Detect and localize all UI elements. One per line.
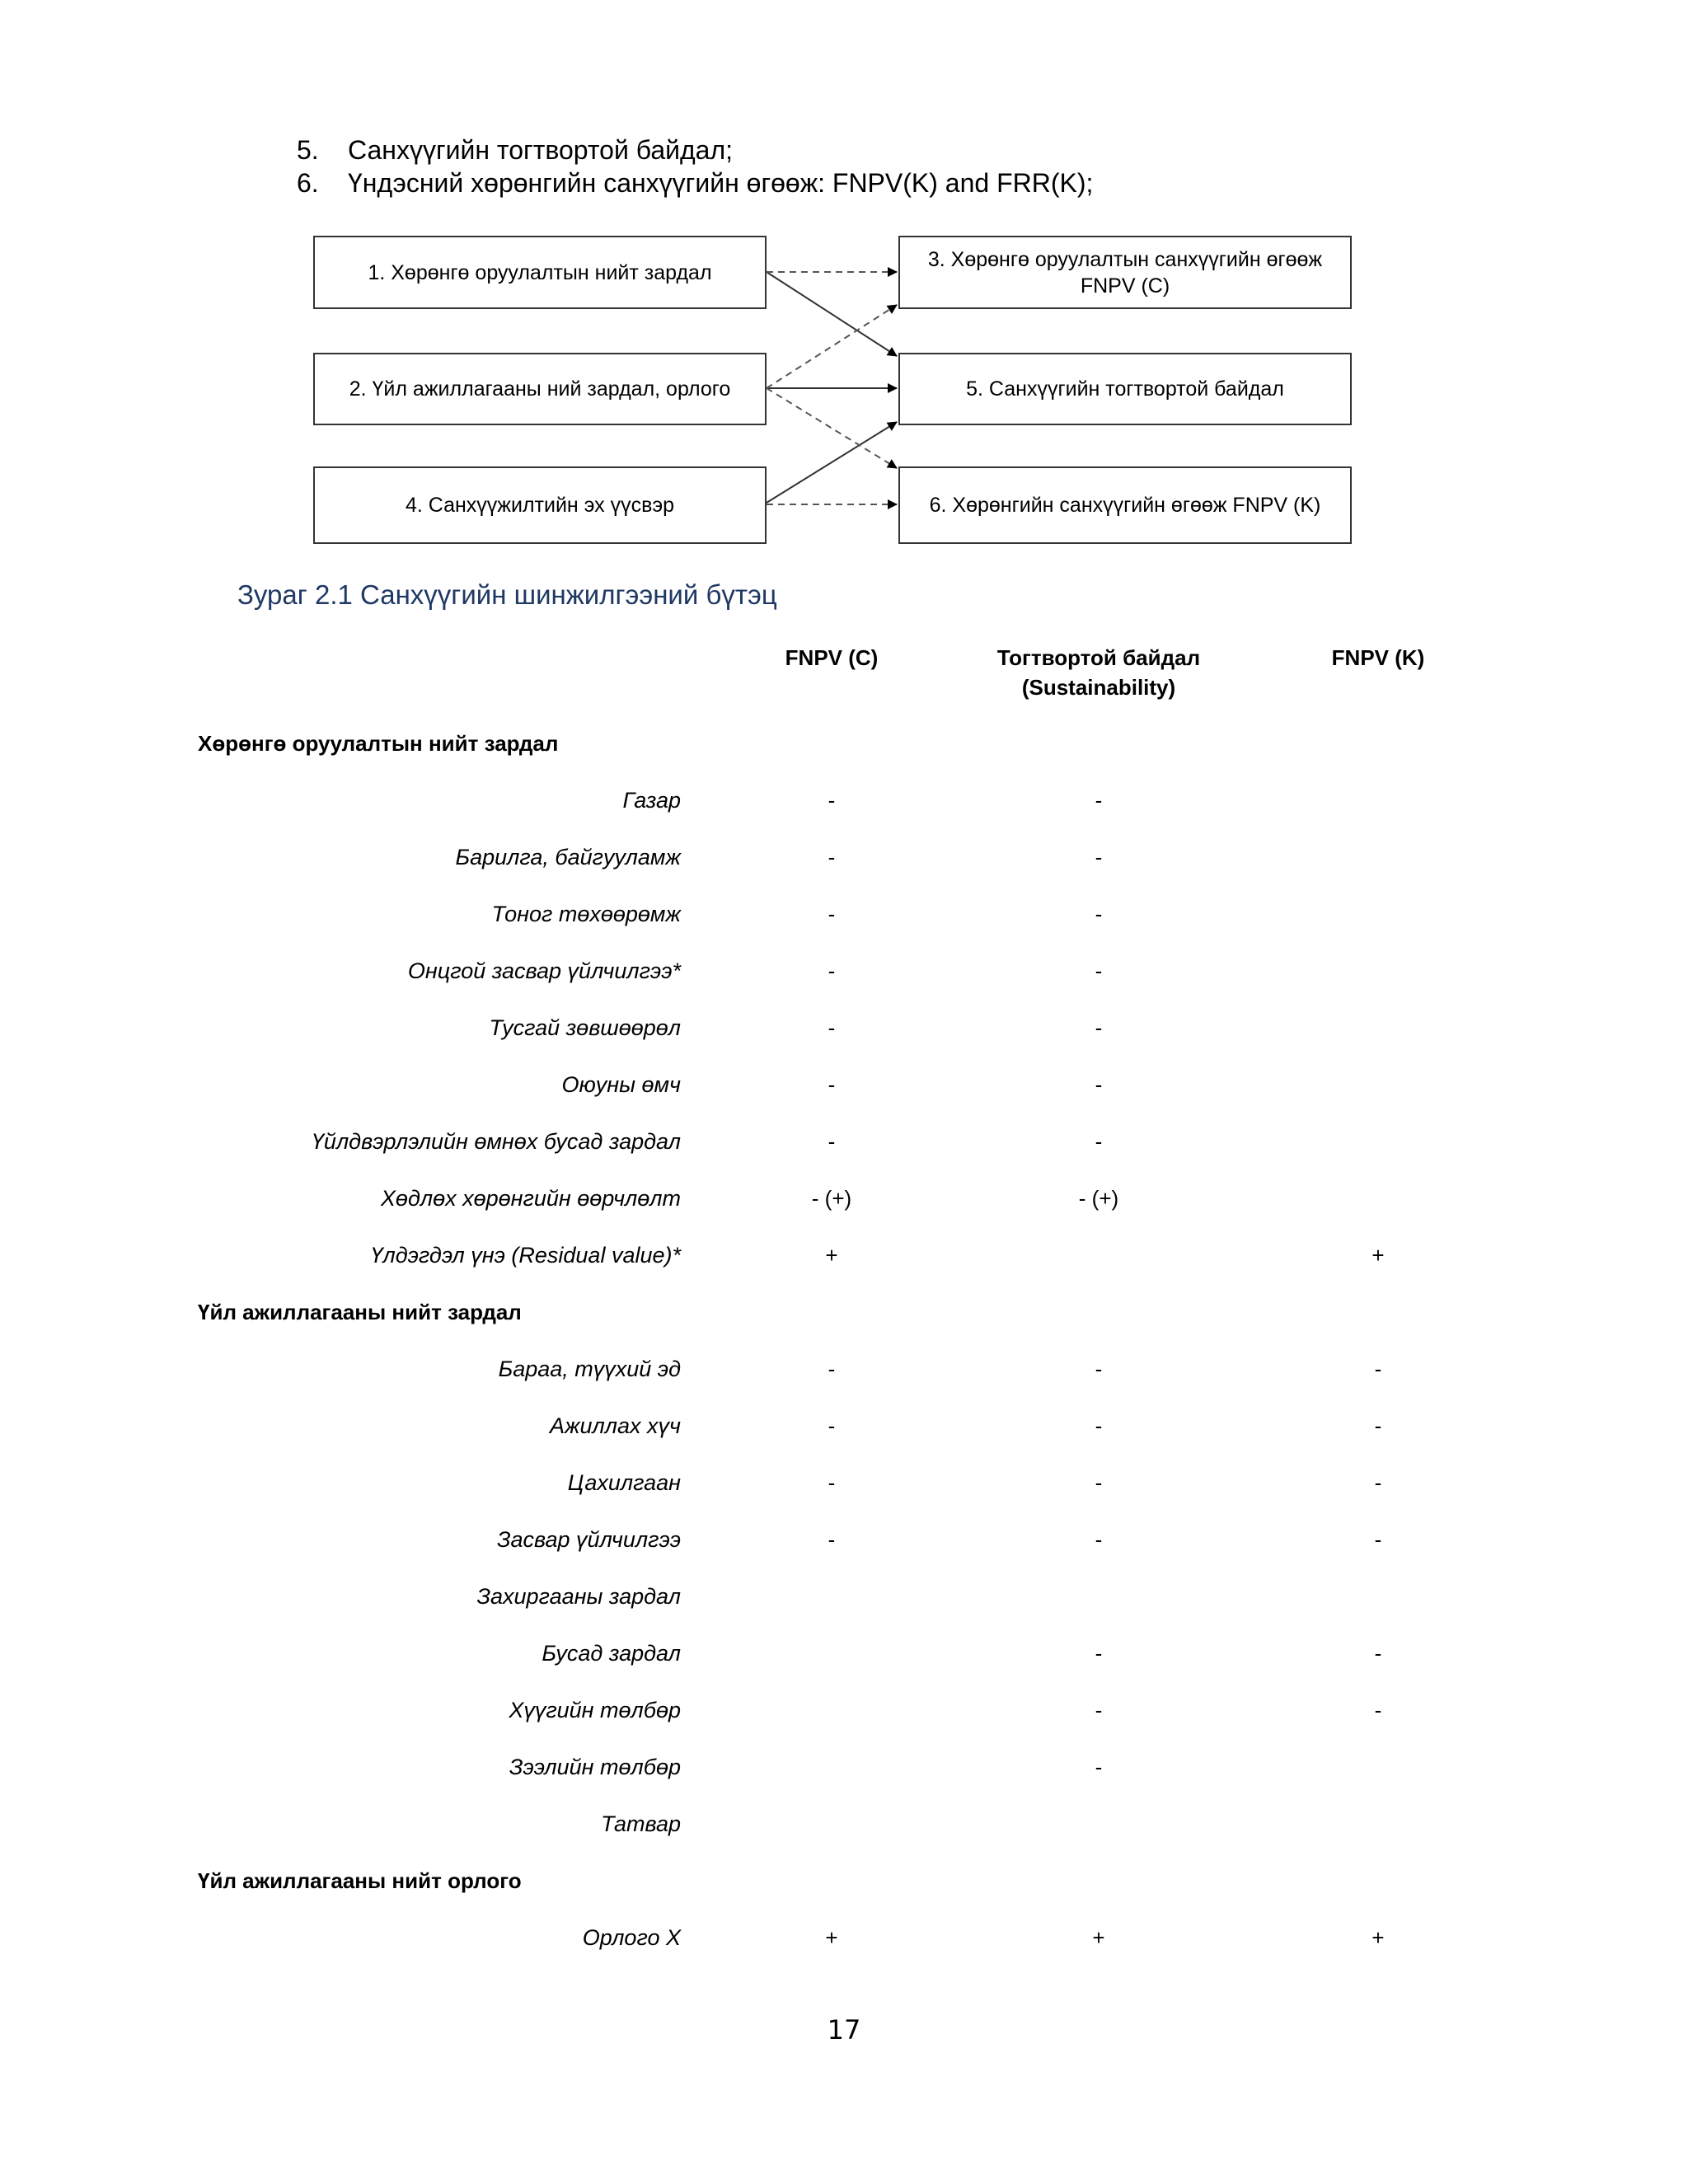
- row-label: Татвар: [601, 1811, 681, 1836]
- table-cell: -: [828, 1129, 836, 1154]
- table-cell: -: [1095, 1641, 1103, 1666]
- arrow-b4-b5: [767, 422, 897, 503]
- row-label: Барилга, байгууламж: [455, 845, 681, 869]
- list-item: [297, 134, 1093, 166]
- table-cell: -: [828, 1072, 836, 1097]
- table-cell: +: [825, 1925, 838, 1950]
- row-label: Хөдлөх хөрөнгийн өөрчлөлт: [380, 1186, 681, 1211]
- table-cell: -: [828, 958, 836, 983]
- diagram-box-sustainability: 5. Санхүүгийн тогтвортой байдал: [898, 353, 1352, 425]
- row-label: Үлдэгдэл үнэ (Residual value)*: [370, 1243, 681, 1268]
- row-label: Оюуны өмч: [561, 1072, 681, 1097]
- row-label: Зээлийн төлбөр: [509, 1755, 681, 1779]
- table-cell: -: [1095, 1698, 1103, 1722]
- table-cell: +: [1092, 1925, 1105, 1950]
- table-cell: -: [828, 1470, 836, 1495]
- table-cell: - (+): [811, 1186, 852, 1211]
- table-cell: -: [1095, 1413, 1103, 1438]
- column-header-fnpv-c: FNPV (C): [785, 645, 879, 670]
- table-cell: -: [1095, 1129, 1103, 1154]
- section-heading: Үйл ажиллагааны нийт зардал: [198, 1300, 522, 1324]
- row-label: Хүүгийн төлбөр: [509, 1698, 681, 1722]
- row-label: Үйлдвэрлэлийн өмнөх бусад зардал: [311, 1129, 681, 1154]
- table-cell: -: [828, 1357, 836, 1381]
- table-cell: -: [1095, 1527, 1103, 1552]
- table-cell: -: [1095, 902, 1103, 926]
- row-label: Газар: [622, 788, 681, 813]
- flow-diagram-connectors: [0, 0, 1688, 577]
- table-cell: -: [1095, 845, 1103, 869]
- diagram-box-operating: 2. Үйл ажиллагааны ний зардал, орлого: [313, 353, 767, 425]
- row-label: Тусгай зөвшөөрөл: [489, 1015, 681, 1040]
- column-header-sustainability: Тогтвортой байдал (Sustainability): [996, 645, 1201, 700]
- table-cell: -: [828, 1015, 836, 1040]
- diagram-box-fnpv-c: 3. Хөрөнгө оруулалтын санхүүгийн өгөөж FNPV (C): [898, 236, 1352, 309]
- table-cell: -: [1374, 1470, 1382, 1495]
- table-cell: -: [1095, 958, 1103, 983]
- row-label: Тоног төхөөрөмж: [491, 902, 681, 926]
- table-cell: -: [1095, 788, 1103, 813]
- table-cell: -: [828, 1527, 836, 1552]
- figure-caption: Зураг 2.1 Санхүүгийн шинжилгээний бүтэц: [237, 579, 777, 610]
- table-cell: -: [1374, 1357, 1382, 1381]
- table-cell: -: [1095, 1470, 1103, 1495]
- row-label: Засвар үйлчилгээ: [496, 1527, 681, 1552]
- list-text: Үндэсний хөрөнгийн санхүүгийн өгөөж: FNPV(K) and FRR(K);: [348, 168, 1094, 198]
- table-cell: -: [1095, 1072, 1103, 1097]
- list-number: 6.: [297, 168, 319, 198]
- section-heading: Үйл ажиллагааны нийт орлого: [198, 1868, 522, 1893]
- row-label: Бараа, түүхий эд: [498, 1357, 681, 1381]
- table-cell: +: [1372, 1243, 1385, 1268]
- diagram-box-fnpv-k: 6. Хөрөнгийн санхүүгийн өгөөж FNPV (K): [898, 466, 1352, 544]
- table-cell: -: [828, 1413, 836, 1438]
- arrow-b2-b3: [767, 305, 897, 388]
- table-cell: -: [828, 845, 836, 869]
- table-cell: -: [828, 902, 836, 926]
- list-item: [297, 166, 1093, 199]
- table-cell: -: [1374, 1641, 1382, 1666]
- row-label: Захиргааны зардал: [476, 1584, 681, 1609]
- list-text: Санхүүгийн тогтвортой байдал;: [348, 135, 734, 165]
- list-number: 5.: [297, 135, 319, 165]
- row-label: Ажиллах хүч: [549, 1413, 681, 1438]
- row-label: Орлого X: [582, 1925, 681, 1950]
- column-header-fnpv-k: FNPV (K): [1331, 645, 1425, 670]
- row-label: Бусад зардал: [542, 1641, 681, 1666]
- row-label: Цахилгаан: [567, 1470, 681, 1495]
- table-cell: +: [1372, 1925, 1385, 1950]
- table-cell: -: [1374, 1698, 1382, 1722]
- table-cell: -: [1095, 1357, 1103, 1381]
- table-cell: -: [1095, 1015, 1103, 1040]
- table-cell: - (+): [1078, 1186, 1119, 1211]
- table-cell: -: [1095, 1755, 1103, 1779]
- section-heading: Хөрөнгө оруулалтын нийт зардал: [198, 731, 559, 756]
- row-label: Онцгой засвар үйлчилгээ*: [407, 958, 681, 983]
- table-cell: -: [1374, 1527, 1382, 1552]
- diagram-box-financing-sources: 4. Санхүүжилтийн эх үүсвэр: [313, 466, 767, 544]
- arrow-b1-b5: [767, 272, 897, 356]
- table-cell: -: [828, 788, 836, 813]
- table-cell: -: [1374, 1413, 1382, 1438]
- diagram-box-investment-cost: 1. Хөрөнгө оруулалтын нийт зардал: [313, 236, 767, 309]
- numbered-list: [297, 134, 1093, 199]
- arrow-b2-b6: [767, 388, 897, 468]
- page-number: 17: [827, 2014, 861, 2046]
- table-cell: +: [825, 1243, 838, 1268]
